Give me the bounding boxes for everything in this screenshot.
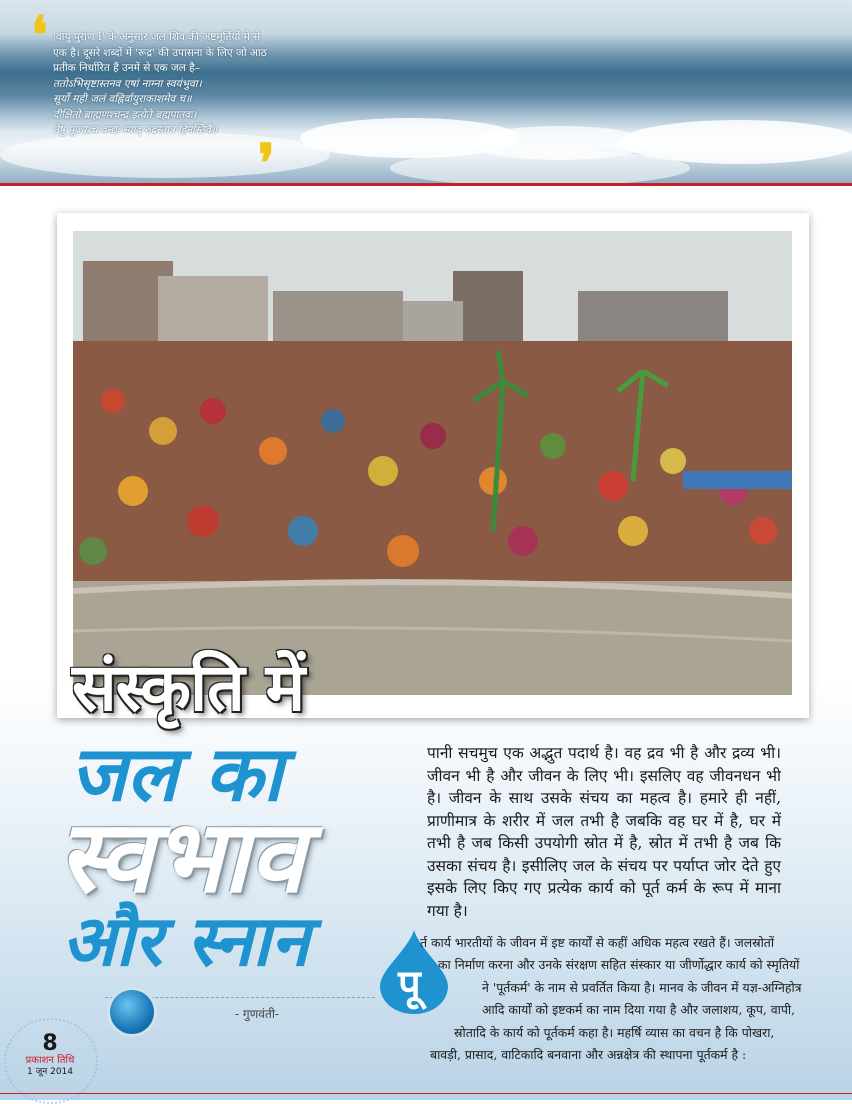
- verse-line: सूर्यो मही जलं वह्निर्वायुराकाशमेव च॥: [53, 93, 192, 105]
- close-quote-icon: ❜: [258, 133, 275, 194]
- water-drop-emblem-icon: [110, 990, 154, 1034]
- page-folio: [18, 1033, 82, 1078]
- lead-paragraph: पानी सचमुच एक अद्भुत पदार्थ है। वह द्रव भी है और द्रव्य भी। जीवन भी है और जीवन के लिए भी। इसलिए वह जीवनधन भी है। जीवन के साथ उसके संचय का महत्व है। हमारे ही नहीं, प्राणीमात्र के शरीर में जल तभी है जबकि वह घर में है, घर में तभी है जब किसी उपयोगी स्रोत में है, स्रोत में तभी है जब कि उसका संचय है। इसीलिए जल के संचय पर पर्याप्त जोर देते हुए इसके लिए किए गए प्रत्येक कार्य को पूर्त कर्म के रूप में माना गया है।: [427, 744, 781, 920]
- verse-line: दीक्षितो ब्राह्मणश्चन्द्र इत्येते ब्रह्मपातवः।: [53, 108, 197, 121]
- verse-line: ततोऽभिसृष्टास्तनव एषां नाम्ना स्वयंभुवा।: [53, 77, 202, 90]
- dropcap-letter: पू: [398, 962, 421, 1008]
- banner-divider: [0, 183, 852, 186]
- headline-line-1: जल का: [70, 729, 283, 818]
- river-bathing-photo: [73, 231, 792, 695]
- publication-date: 1 जून 2014: [26, 1067, 74, 1077]
- photo-illustration: [73, 231, 792, 695]
- body-line: बावड़ी, प्रासाद, वाटिकादि बनवाना और अन्नक्षेत्र की स्थापना पूर्तकर्म है :: [430, 1047, 747, 1063]
- body-line: ने 'पूर्तकर्म' के नाम से प्रवर्तित किया है। मानव के जीवन में यज्ञ-अग्निहोत्र: [482, 979, 802, 995]
- quote-line: 'वायु पुराण I' के अनुसार जल शिव की अष्टमूर्तियों में से: [53, 31, 261, 43]
- open-quote-icon: ❛: [31, 5, 48, 66]
- quote-line: एक है। दूसरे शब्दों में 'रूद्र' की उपासना के लिए जो आठ: [53, 46, 267, 59]
- page-number: 8: [42, 1031, 58, 1056]
- quote-line: प्रतीक निर्धारित हैं उनमें से एक जल है–: [53, 62, 200, 74]
- author-byline: - गुणवंती-: [235, 1007, 279, 1021]
- headline-line-2: स्वभाव: [58, 798, 305, 915]
- body-text: [420, 932, 802, 1066]
- body-line: स्रोतादि के कार्य को पूर्तकर्म कहा है। महर्षि व्यास का वचन है कि पोखरा,: [454, 1024, 775, 1040]
- body-line: का निर्माण करना और उनके संरक्षण सहित संस्कार या जीर्णोद्धार कार्य को स्मृतियों: [438, 957, 800, 973]
- footer-divider: [0, 1093, 852, 1094]
- overlay-headline: संस्कृति में: [72, 649, 305, 726]
- body-line: र्त कार्य भारतीयों के जीवन में इष्ट कार्यों से कहीं अधिक महत्व रखते हैं। जलस्रोतों: [420, 935, 775, 950]
- headline-line-3: और स्नान: [62, 900, 310, 982]
- publication-label: प्रकाशन तिथि: [25, 1055, 75, 1066]
- verse-line: तेषु पूज्यश्च वन्द्यः स्याद् रुद्रस्तात्र हिनस्तिवै॥: [53, 124, 218, 136]
- body-line: आदि कार्यों को इष्टकर्म का नाम दिया गया है और जलाशय, कूप, वापी,: [482, 1002, 796, 1018]
- scripture-quote: [53, 30, 315, 139]
